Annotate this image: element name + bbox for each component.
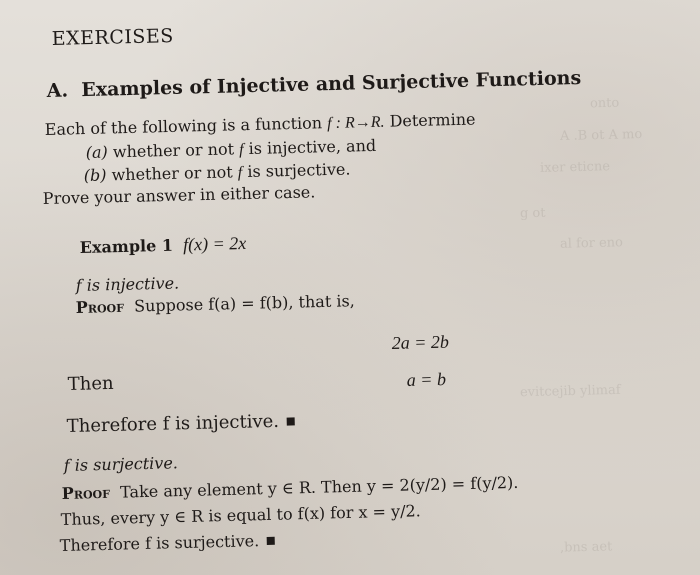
thus-line: Thus, every y ∈ R is equal to f(x) for x = y/2. xyxy=(60,501,421,529)
intro-line: Each of the following is a function f : R→R. Determine xyxy=(44,109,476,139)
surjective-proof-line: Proof Take any element y ∈ R. Then y = 2(y/2) = f(y/2). xyxy=(61,472,519,503)
bleed-through-text: al for eno xyxy=(559,235,624,252)
intro-item-a: (a) whether or not f is injective, and xyxy=(85,135,377,162)
injective-conclusion: Therefore f is injective. xyxy=(67,412,296,436)
equation-a-b: a = b xyxy=(406,369,447,390)
surjective-claim: f is surjective. xyxy=(63,453,179,475)
injective-claim: f is injective. xyxy=(75,273,180,295)
bleed-through-text: evitcejib ylimaf xyxy=(519,382,621,401)
example-heading: Example 1 f(x) = 2x xyxy=(79,232,247,257)
proof-line: Proof Suppose f(a) = f(b), that is, xyxy=(75,291,355,317)
qed-square-icon xyxy=(267,537,275,545)
equation-2a-2b: 2a = 2b xyxy=(391,331,450,353)
section-title: A. Examples of Injective and Surjective Functions xyxy=(46,66,582,102)
intro-item-b: (b) whether or not f is surjective. xyxy=(83,159,351,185)
surjective-conclusion: Therefore f is surjective. xyxy=(60,533,276,554)
qed-square-icon xyxy=(287,417,295,425)
bleed-through-text: g ot xyxy=(519,205,546,222)
then-label: Then xyxy=(67,372,114,395)
prove-instruction: Prove your answer in either case. xyxy=(42,182,316,208)
bleed-through-text: ,bns aet xyxy=(559,539,613,556)
bleed-through-text: onto xyxy=(589,95,620,112)
exercises-heading: EXERCISES xyxy=(51,25,175,50)
bleed-through-text: A .B ot A mo xyxy=(559,126,643,145)
bleed-through-text: ixer eticne xyxy=(539,159,611,176)
